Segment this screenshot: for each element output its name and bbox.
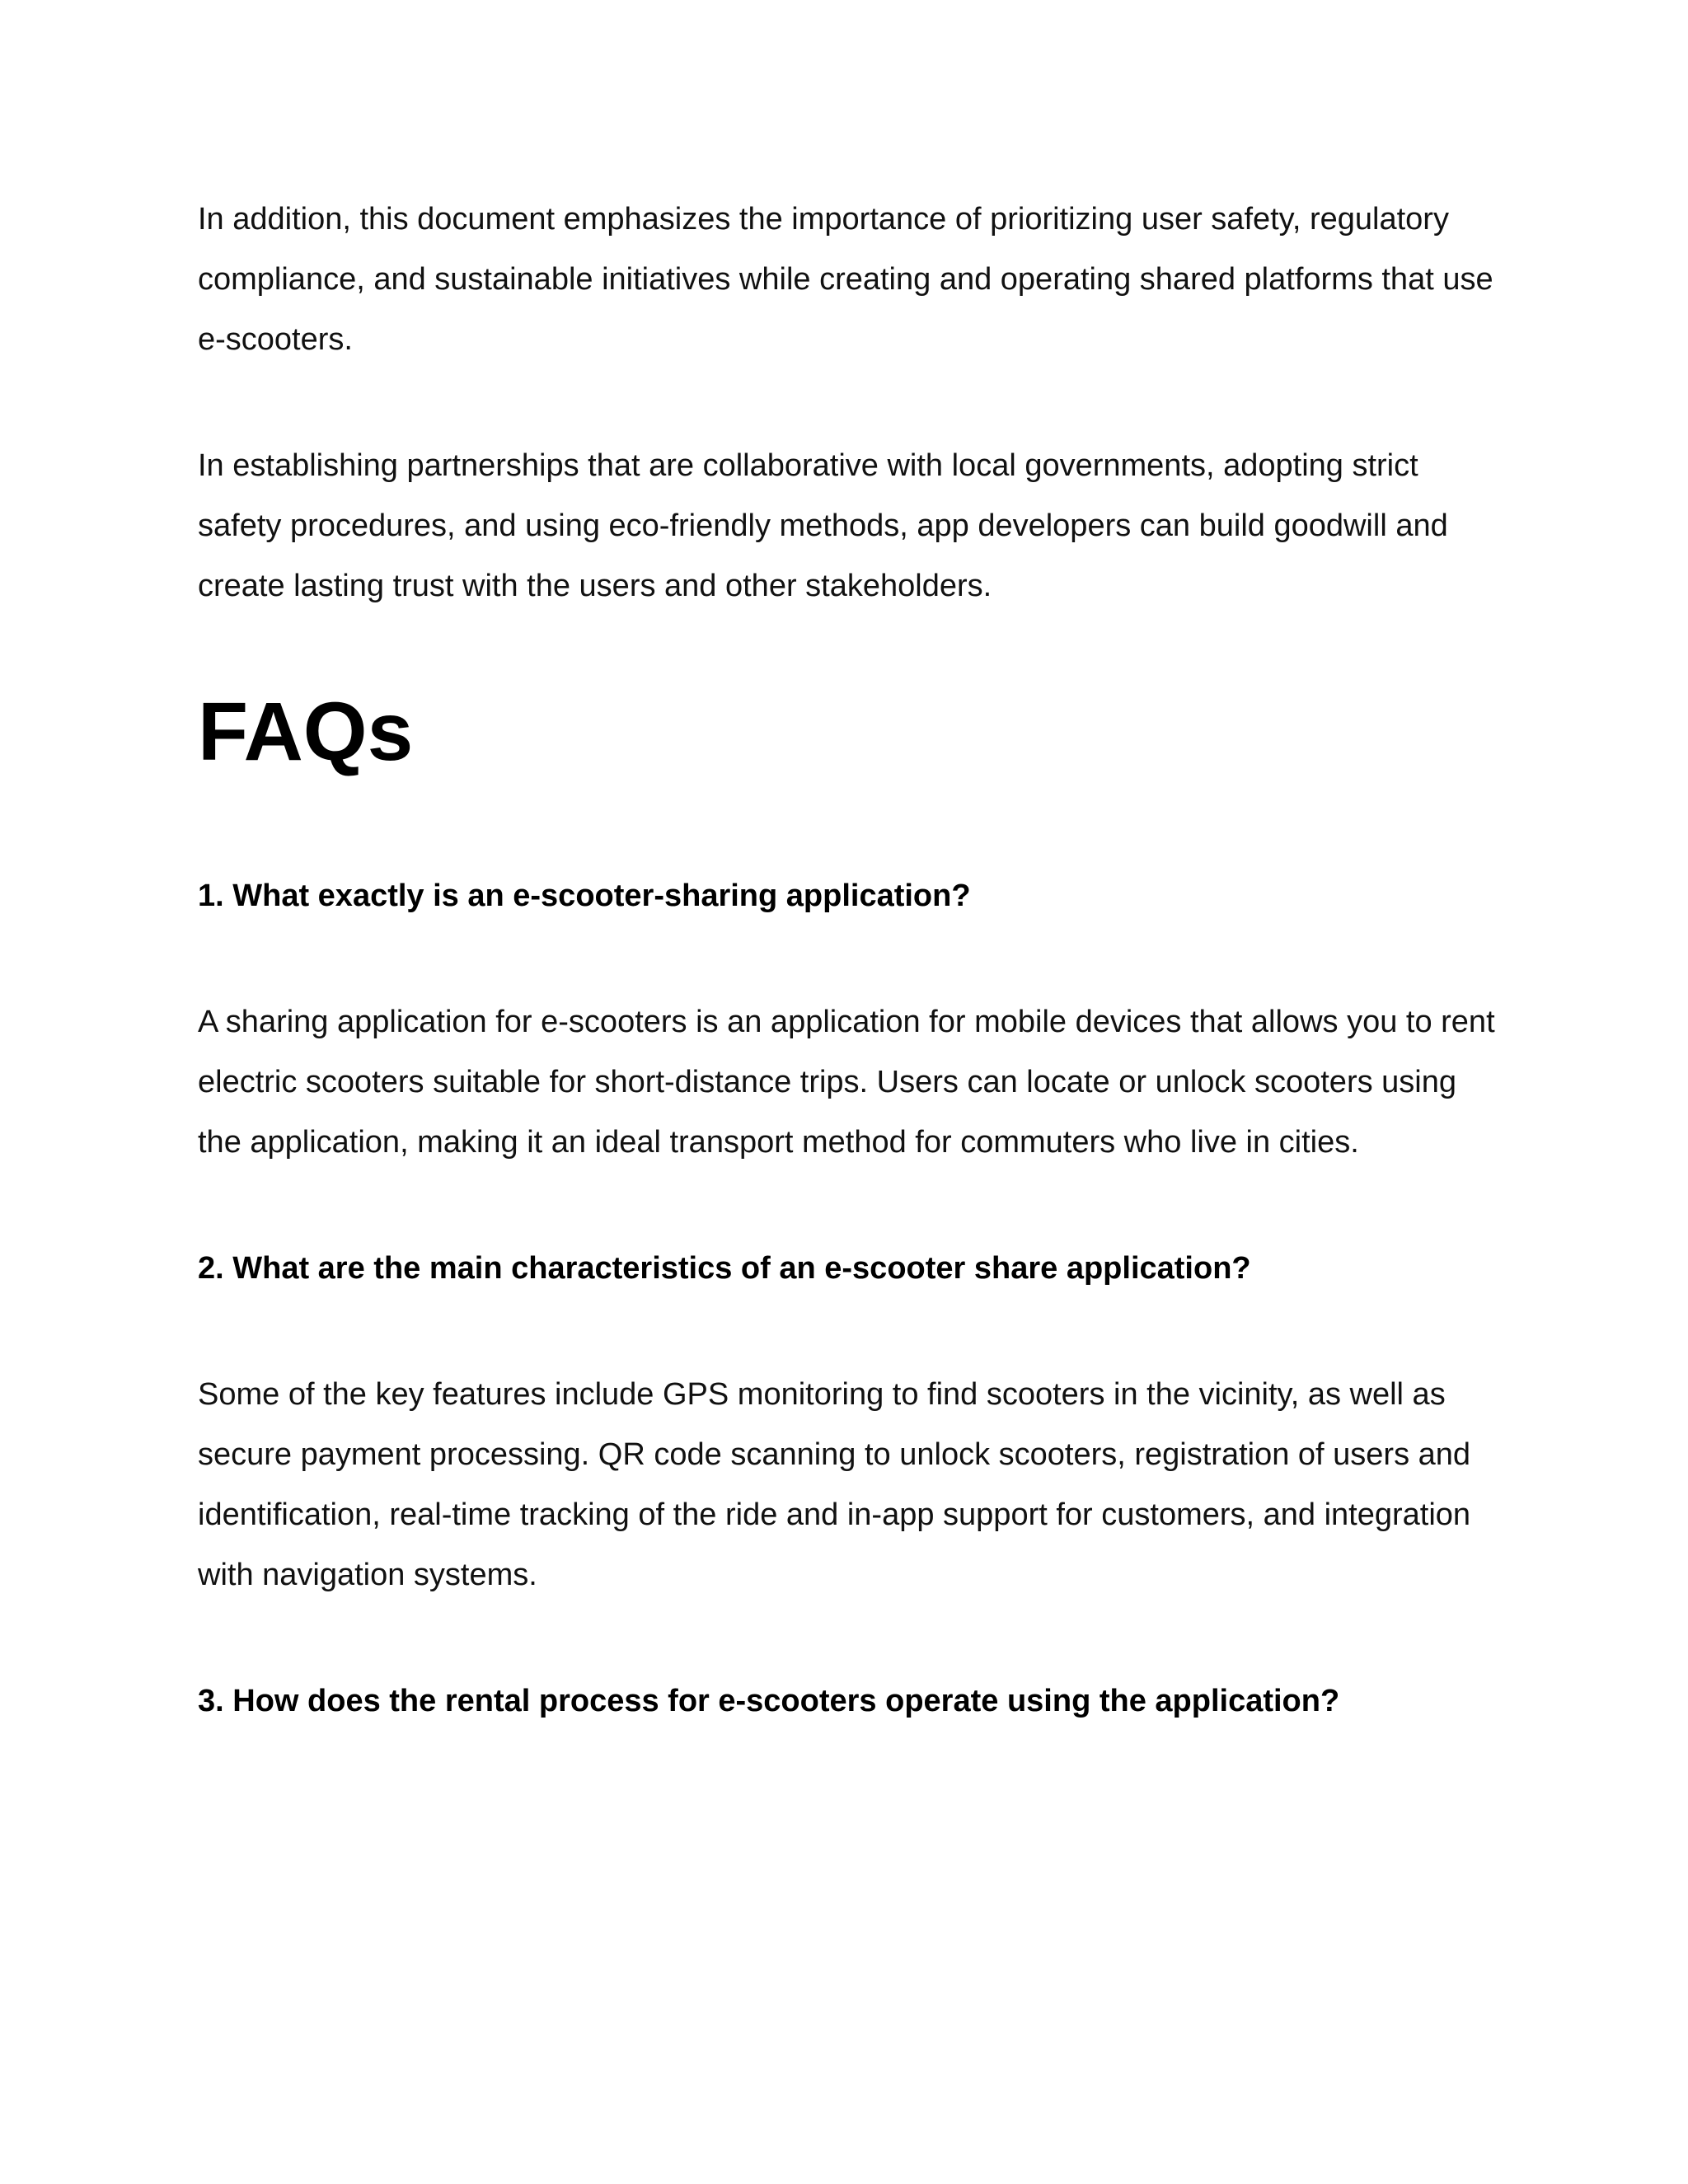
faq-question-2: 2. What are the main characteristics of an e-scooter share application? [198,1251,1251,1286]
faq-question-1: 1. What exactly is an e-scooter-sharing application? [198,879,971,913]
faq-answer-1: A sharing application for e-scooters is an application for mobile devices that allows you to rent electric scooters suitable for short-distance trips. Users can locate or unlock scooters using the application, making it an ideal transport method for commuters who live in cities. [198,1005,1495,1160]
faq-heading: FAQs [198,686,414,778]
faq-answer-2: Some of the key features include GPS monitoring to find scooters in the vicinity, as well as secure payment processing. QR code scanning to unlock scooters, registration of users and identification, real-time tracking of the ride and in-app support for customers, and integration with navigation systems. [198,1377,1471,1592]
document-content [198,190,1500,1797]
intro-paragraph-1: In addition, this document emphasizes the importance of prioritizing user safety, regulatory compliance, and sustainable initiatives while creating and operating shared platforms that use e-scooters. [198,202,1493,357]
intro-paragraph-2: In establishing partnerships that are collaborative with local governments, adopting strict safety procedures, and using eco-friendly methods, app developers can build goodwill and create lasting trust with the users and other stakeholders. [198,448,1448,603]
faq-question-3: 3. How does the rental process for e-scooters operate using the application? [198,1684,1340,1718]
